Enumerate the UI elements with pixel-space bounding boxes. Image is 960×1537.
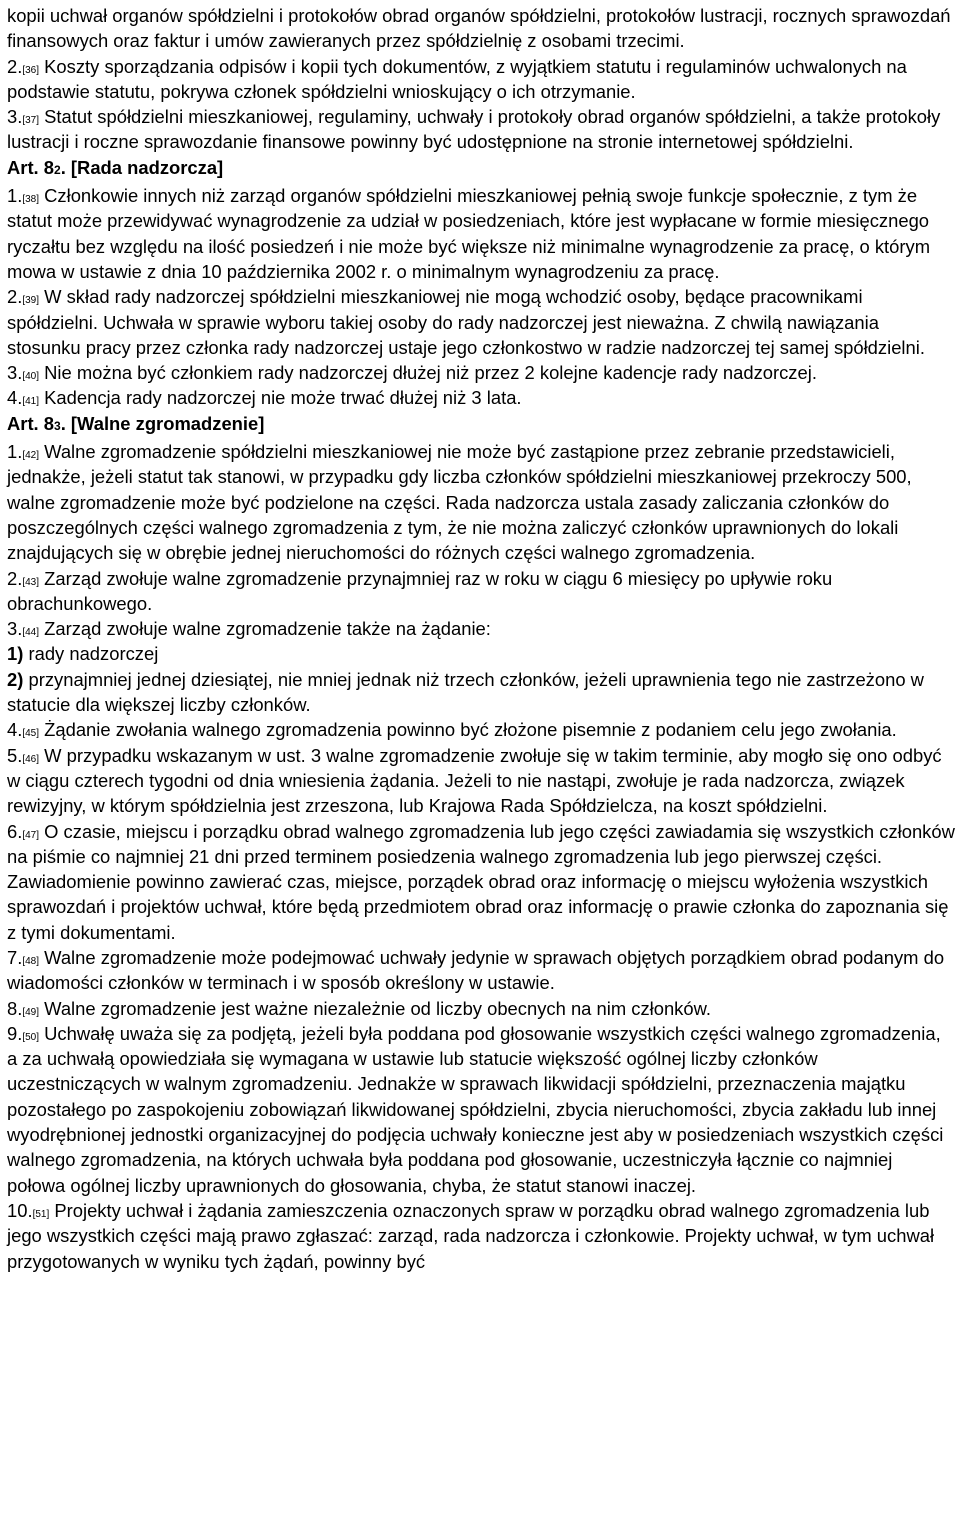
paragraph-number: 1. bbox=[7, 441, 23, 463]
footnote-ref: [49] bbox=[22, 1006, 40, 1018]
footnote-ref: [37] bbox=[22, 115, 40, 127]
article-prefix: Art. 8 bbox=[7, 156, 55, 178]
footnote-ref: [40] bbox=[22, 371, 40, 383]
art83-para-3-point-1 bbox=[7, 641, 955, 666]
paragraph-number: 4. bbox=[7, 387, 23, 409]
document-body bbox=[7, 3, 955, 1274]
paragraph-text: Walne zgromadzenie jest ważne niezależnie od liczby obecnych na nim członków. bbox=[39, 997, 711, 1019]
paragraph-text: Koszty sporządzania odpisów i kopii tych dokumentów, z wyjątkiem statutu i regulaminów uchwalonych na podstawie statutu, pokrywa członek spółdzielni wnioskujący o ich otrzymanie. bbox=[7, 55, 907, 102]
paragraph-text: O czasie, miejscu i porządku obrad walnego zgromadzenia lub jego części zawiadamia się wszystkich członków na piśmie co najmniej 21 dni przed terminem posiedzenia walnego zgromadzenia lub jego pierwszej części. Zawiadomienie powinno zawierać czas, miejsce, porządek obrad oraz informację o miejscu wyłożenia wszystkich sprawozdań i projektów uchwał, które będą przedmiotem obrad oraz informację o prawie członka do zapoznania się z tymi dokumentami. bbox=[7, 820, 955, 943]
art82-para-4 bbox=[7, 385, 955, 410]
article-title: . [Rada nadzorcza] bbox=[60, 156, 224, 178]
footnote-ref: [45] bbox=[22, 728, 40, 740]
paragraph-number: 10. bbox=[7, 1199, 33, 1221]
paragraph-number: 3. bbox=[7, 618, 23, 640]
art83-para-2 bbox=[7, 566, 955, 617]
point-number: 1) bbox=[7, 643, 24, 665]
footnote-ref: [39] bbox=[22, 295, 40, 307]
paragraph-2 bbox=[7, 54, 955, 105]
paragraph-number: 3. bbox=[7, 362, 23, 384]
paragraph-number: 6. bbox=[7, 820, 23, 842]
art83-para-3 bbox=[7, 616, 955, 641]
paragraph-text: Zarząd zwołuje walne zgromadzenie przynajmniej raz w roku w ciągu 6 miesięcy po upływie roku obrachunkowego. bbox=[7, 567, 833, 614]
paragraph-number: 2. bbox=[7, 55, 23, 77]
art83-para-5 bbox=[7, 743, 955, 819]
paragraph-number: 1. bbox=[7, 185, 23, 207]
paragraph-text: kopii uchwał organów spółdzielni i protokołów obrad organów spółdzielni, protokołów lustracji, rocznych sprawozdań finansowych oraz faktur i umów zawieranych przez spółdzielnię z osobami trzecimi. bbox=[7, 5, 951, 52]
article-prefix: Art. 8 bbox=[7, 412, 55, 434]
paragraph-text: Walne zgromadzenie może podejmować uchwały jedynie w sprawach objętych porządkiem obrad podanym do wiadomości członków w terminach i w sposób określony w ustawie. bbox=[7, 946, 945, 994]
art83-para-8 bbox=[7, 996, 955, 1021]
article-8-2-heading bbox=[7, 155, 955, 183]
paragraph-text: przynajmniej jednej dziesiątej, nie mniej jednak niż trzech członków, jeżeli uprawnienia tego nie zastrzeżono w statucie dla większej liczby członków. bbox=[7, 668, 924, 716]
footnote-ref: [48] bbox=[22, 955, 40, 967]
art83-para-1 bbox=[7, 439, 955, 565]
paragraph-text: Walne zgromadzenie spółdzielni mieszkaniowej nie może być zastąpione przez zebranie przedstawicieli, jednakże, jeżeli statut tak stanowi, w przypadku gdy liczba członków spółdzielni mieszkaniowej przekroczy 500, walne zgromadzenie może być podzielone na części. Rada nadzorcza ustala zasady zaliczania członków do poszczególnych części walnego zgromadzenia z tym, że nie można zaliczyć członków uprawnionych do lokali znajdujących się w obrębie jednej nieruchomości do różnych części walnego zgromadzenia. bbox=[7, 441, 912, 564]
footnote-ref: [41] bbox=[22, 396, 40, 408]
paragraph-number: 3. bbox=[7, 106, 23, 128]
art83-para-7 bbox=[7, 945, 955, 996]
footnote-ref: [42] bbox=[22, 450, 40, 462]
paragraph-text: Statut spółdzielni mieszkaniowej, regulaminy, uchwały i protokoły obrad organów spółdzielni, a także protokoły lustracji i roczne sprawozdanie finansowe powinny być udostępnione na stronie internetowej spółdzielni. bbox=[7, 106, 941, 153]
footnote-ref: [51] bbox=[32, 1208, 50, 1220]
paragraph-text: Uchwałę uważa się za podjętą, jeżeli była poddana pod głosowanie wszystkich części walnego zgromadzenia, a za uchwałą opowiedziała się wymagana w ustawie lub statucie większość ogólnej liczby członków uczestniczących w walnym zgromadzeniu. Jednakże w sprawach likwidacji spółdzielni, przeznaczenia majątku pozostałego po zaspokojeniu zobowiązań likwidowanej spółdzielni, zbycia nieruchomości, zbycia zakładu lub innej wyodrębnionej jednostki organizacyjnej do podjęcia uchwały konieczne jest aby w posiedzeniach wszystkich części walnego zgromadzenia, na których uchwała była poddana pod głosowanie, uczestniczyła łącznie co najmniej połowa ogólnej liczby uprawnionych do głosowania, chyba, że statut stanowi inaczej. bbox=[7, 1022, 944, 1196]
article-sub: 3 bbox=[54, 418, 61, 433]
paragraph-text: Żądanie zwołania walnego zgromadzenia powinno być złożone pisemnie z podaniem celu jego zwołania. bbox=[39, 719, 897, 741]
point-number: 2) bbox=[7, 668, 24, 690]
art83-para-10 bbox=[7, 1198, 955, 1274]
paragraph-number: 2. bbox=[7, 286, 23, 308]
article-8-3-heading bbox=[7, 411, 955, 439]
paragraph-text: W skład rady nadzorczej spółdzielni mieszkaniowej nie mogą wchodzić osoby, będące pracownikami spółdzielni. Uchwała w sprawie wyboru takiej osoby do rady nadzorczej jest nieważna. Z chwilą nawiązania stosunku pracy przez członka rady nadzorczej ustaje jego członkostwo w radzie nadzorczej tej samej spółdzielni. bbox=[7, 286, 925, 358]
paragraph-text: rady nadzorczej bbox=[23, 643, 159, 665]
footnote-ref: [46] bbox=[22, 753, 40, 765]
footnote-ref: [43] bbox=[22, 576, 40, 588]
art82-para-3 bbox=[7, 360, 955, 385]
paragraph-text: Projekty uchwał i żądania zamieszczenia oznaczonych spraw w porządku obrad walnego zgromadzenia lub jego wszystkich części mają prawo zgłaszać: zarząd, rada nadzorcza i członkowie. Projekty uchwał, w tym uchwał przygotowanych w wyniku tych żądań, powinny być bbox=[7, 1199, 935, 1272]
art83-para-4 bbox=[7, 717, 955, 742]
article-title: . [Walne zgromadzenie] bbox=[60, 412, 265, 434]
footnote-ref: [44] bbox=[22, 627, 40, 639]
paragraph-number: 9. bbox=[7, 1022, 23, 1044]
paragraph-number: 4. bbox=[7, 719, 23, 741]
art82-para-2 bbox=[7, 284, 955, 360]
paragraph-text: Nie można być członkiem rady nadzorczej dłużej niż przez 2 kolejne kadencje rady nadzorczej. bbox=[39, 362, 817, 384]
art83-para-9 bbox=[7, 1021, 955, 1198]
art83-para-3-point-2 bbox=[7, 667, 955, 718]
paragraph-text: W przypadku wskazanym w ust. 3 walne zgromadzenie zwołuje się w takim terminie, aby mogło się ono odbyć w ciągu czterech tygodni od dnia wniesienia żądania. Jeżeli to nie nastąpi, zwołuje je rada nadzorcza, związek rewizyjny, w którym spółdzielnia jest zrzeszona, lub Krajowa Rada Spółdzielcza, na koszt spółdzielni. bbox=[7, 744, 942, 817]
footnote-ref: [50] bbox=[22, 1031, 40, 1043]
art83-para-6 bbox=[7, 819, 955, 945]
paragraph-text: Kadencja rady nadzorczej nie może trwać dłużej niż 3 lata. bbox=[39, 387, 522, 409]
paragraph-number: 8. bbox=[7, 997, 23, 1019]
footnote-ref: [36] bbox=[22, 64, 40, 76]
paragraph-intro bbox=[7, 3, 955, 54]
footnote-ref: [38] bbox=[22, 194, 40, 206]
paragraph-number: 2. bbox=[7, 567, 23, 589]
paragraph-number: 7. bbox=[7, 946, 23, 968]
footnote-ref: [47] bbox=[22, 829, 40, 841]
paragraph-3 bbox=[7, 104, 955, 155]
paragraph-number: 5. bbox=[7, 744, 23, 766]
art82-para-1 bbox=[7, 183, 955, 284]
paragraph-text: Zarząd zwołuje walne zgromadzenie także na żądanie: bbox=[39, 618, 491, 640]
paragraph-text: Członkowie innych niż zarząd organów spółdzielni mieszkaniowej pełnią swoje funkcje społecznie, z tym że statut może przewidywać wynagrodzenie za udział w posiedzeniach, które jest wypłacane w formie miesięcznego ryczałtu bez względu na ilość posiedzeń i nie może być większe niż minimalne wynagrodzenie za pracę, o którym mowa w ustawie z dnia 10 października 2002 r. o minimalnym wynagrodzeniu za pracę. bbox=[7, 185, 931, 282]
article-sub: 2 bbox=[54, 162, 61, 177]
